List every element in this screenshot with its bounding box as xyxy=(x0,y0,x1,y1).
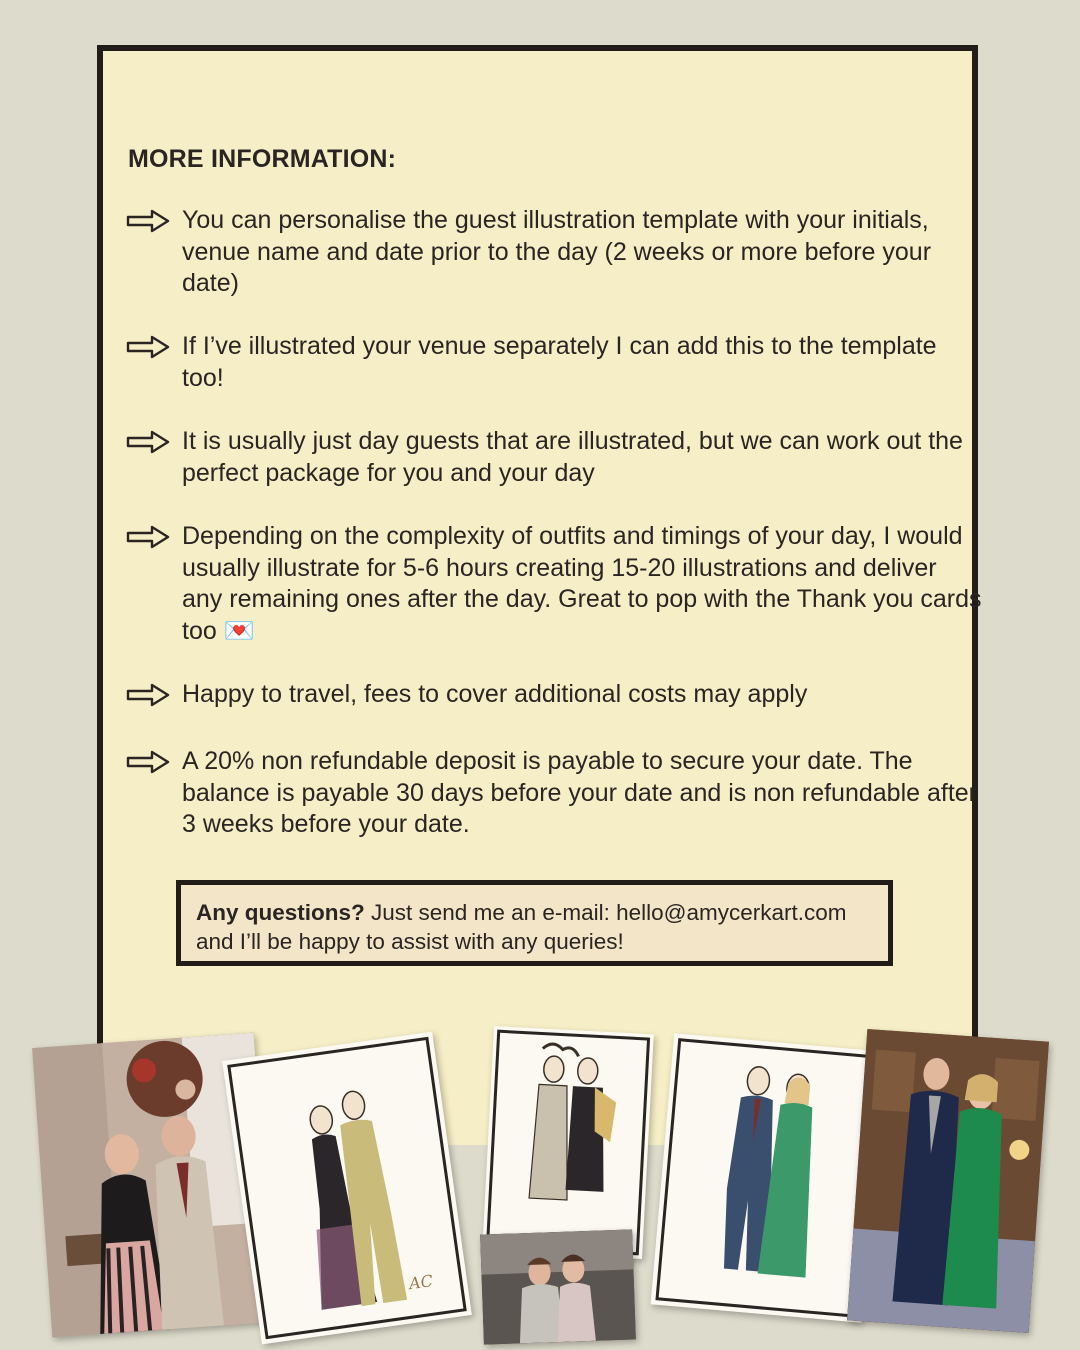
illustration-guests-sketch xyxy=(482,1026,654,1259)
green-dress-couple-photo xyxy=(847,1029,1049,1333)
contact-lead: Any questions? xyxy=(196,900,365,925)
info-item xyxy=(126,205,982,300)
info-item-text: Depending on the complexity of outfits and timings of your day, I would usually illustrate for 5-6 hours creating 15-20 illustrations and deliver any remaining ones after the day. Great to pop with the Thank you cards too 💌 xyxy=(182,522,982,645)
arrow-right-outline-icon xyxy=(126,682,170,708)
info-item xyxy=(126,746,982,841)
arrow-right-outline-icon xyxy=(126,429,170,455)
section-heading: MORE INFORMATION: xyxy=(128,145,397,173)
info-item-text: Happy to travel, fees to cover additional costs may apply xyxy=(182,680,808,708)
arrow-right-outline-icon xyxy=(126,749,170,775)
info-item-text: A 20% non refundable deposit is payable to secure your date. The balance is payable 30 days before your date and is non refundable after 3 weeks before your date. xyxy=(182,747,977,838)
info-item-text: If I’ve illustrated your venue separately I can add this to the template too! xyxy=(182,332,937,392)
arrow-right-outline-icon xyxy=(126,208,170,234)
guests-photo xyxy=(480,1229,636,1344)
arrow-right-outline-icon xyxy=(126,524,170,550)
illustration-couple-sketch xyxy=(222,1032,472,1345)
info-item xyxy=(126,521,982,647)
contact-text: Just send me an e-mail: hello@amycerkart.com and I’ll be happy to assist with any queries! xyxy=(196,900,847,954)
info-item xyxy=(126,331,982,394)
illustration-signature: AC xyxy=(407,1271,435,1294)
info-item-text: It is usually just day guests that are illustrated, but we can work out the perfect package for you and your day xyxy=(182,427,963,487)
info-item-text: You can personalise the guest illustration template with your initials, venue name and date prior to the day (2 weeks or more before your date) xyxy=(182,206,932,297)
info-item xyxy=(126,679,982,711)
contact-box xyxy=(176,880,893,966)
arrow-right-outline-icon xyxy=(126,334,170,360)
info-item xyxy=(126,426,982,489)
